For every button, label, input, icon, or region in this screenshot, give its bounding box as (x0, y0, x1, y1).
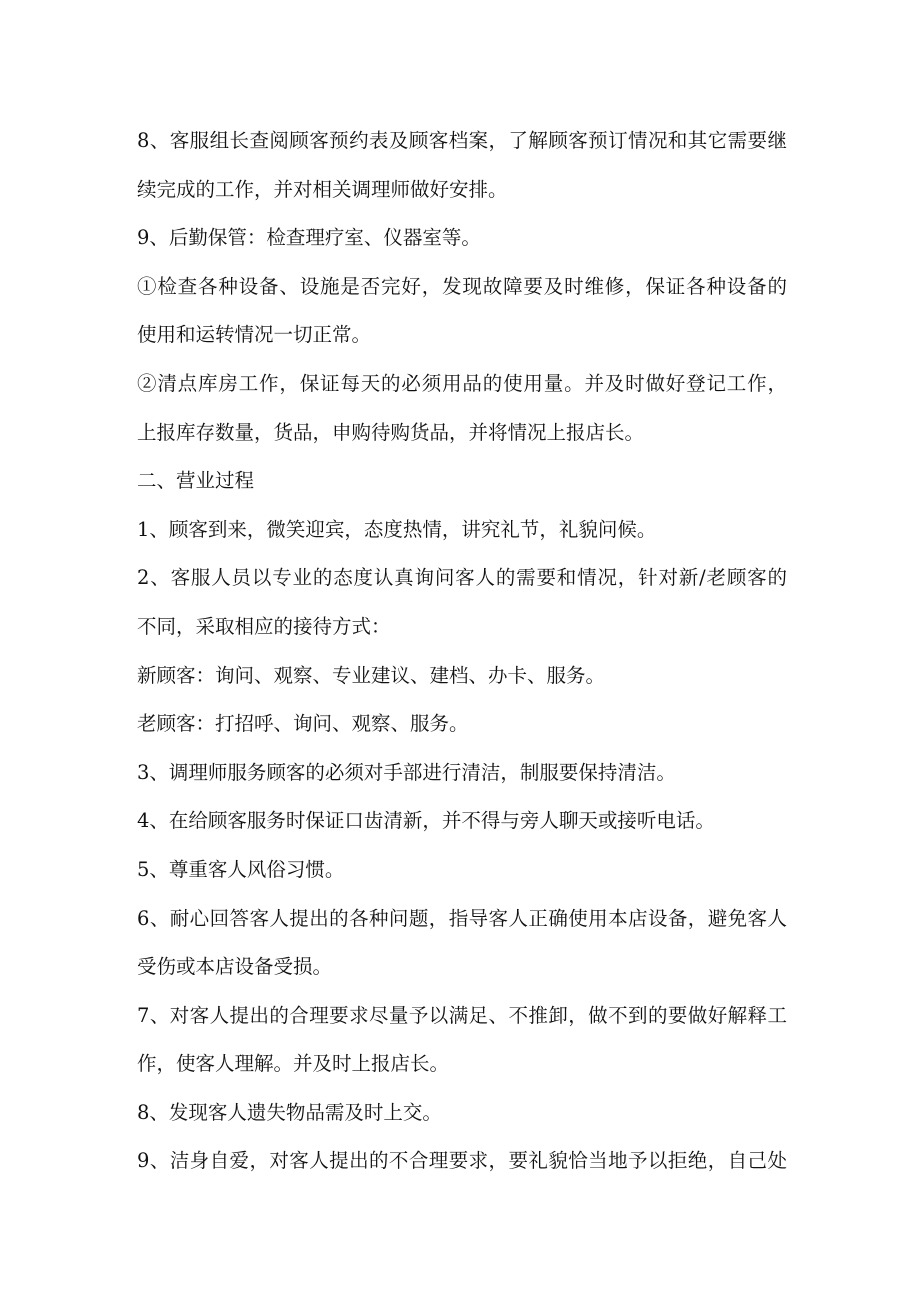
paragraph-line: 老顾客：打招呼、询问、观察、服务。 (137, 712, 469, 736)
paragraph-line: ②清点库房工作，保证每天的必须用品的使用量。并及时做好登记工作， (137, 371, 787, 395)
paragraph-line: ①检查各种设备、设施是否完好，发现故障要及时维修，保证各种设备的 (137, 274, 787, 298)
paragraph-line: 8、客服组长查阅顾客预约表及顾客档案，了解顾客预订情况和其它需要继 (137, 129, 787, 152)
paragraph-line: 使用和运转情况一切正常。 (137, 323, 372, 347)
paragraph-line: 受伤或本店设备受损。 (137, 955, 333, 979)
paragraph-line: 上报库存数量，货品，申购待购货品，并将情况上报店长。 (137, 420, 645, 444)
paragraph-line: 3、调理师服务顾客的必须对手部进行清洁，制服要保持清洁。 (137, 760, 676, 784)
paragraph-line: 续完成的工作，并对相关调理师做好安排。 (137, 177, 508, 201)
paragraph-line: 不同，采取相应的接待方式： (137, 614, 391, 638)
paragraph-line: 1、顾客到来，微笑迎宾，态度热情，讲究礼节，礼貌问候。 (137, 517, 657, 541)
section-heading: 二、营业过程 (137, 469, 255, 493)
paragraph-line: 作，使客人理解。并及时上报店长。 (137, 1052, 450, 1076)
paragraph-line: 8、发现客人遗失物品需及时上交。 (137, 1100, 442, 1124)
paragraph-line: 4、在给顾客服务时保证口齿清新，并不得与旁人聊天或接听电话。 (137, 809, 715, 833)
paragraph-line: 9、洁身自爱，对客人提出的不合理要求，要礼貌恰当地予以拒绝，自己处 (137, 1149, 787, 1173)
paragraph-line: 9、后勤保管：检查理疗室、仪器室等。 (137, 226, 481, 250)
paragraph-line: 新顾客：询问、观察、专业建议、建档、办卡、服务。 (137, 663, 606, 687)
paragraph-line: 2、客服人员以专业的态度认真询问客人的需要和情况，针对新/老顾客的 (137, 566, 787, 590)
paragraph-line: 5、尊重客人风俗习惯。 (137, 857, 345, 881)
paragraph-line: 6、耐心回答客人提出的各种问题，指导客人正确使用本店设备，避免客人 (137, 906, 787, 930)
paragraph-line: 7、对客人提出的合理要求尽量予以满足、不推卸，做不到的要做好解释工 (137, 1003, 787, 1027)
body-text (137, 117, 787, 1186)
